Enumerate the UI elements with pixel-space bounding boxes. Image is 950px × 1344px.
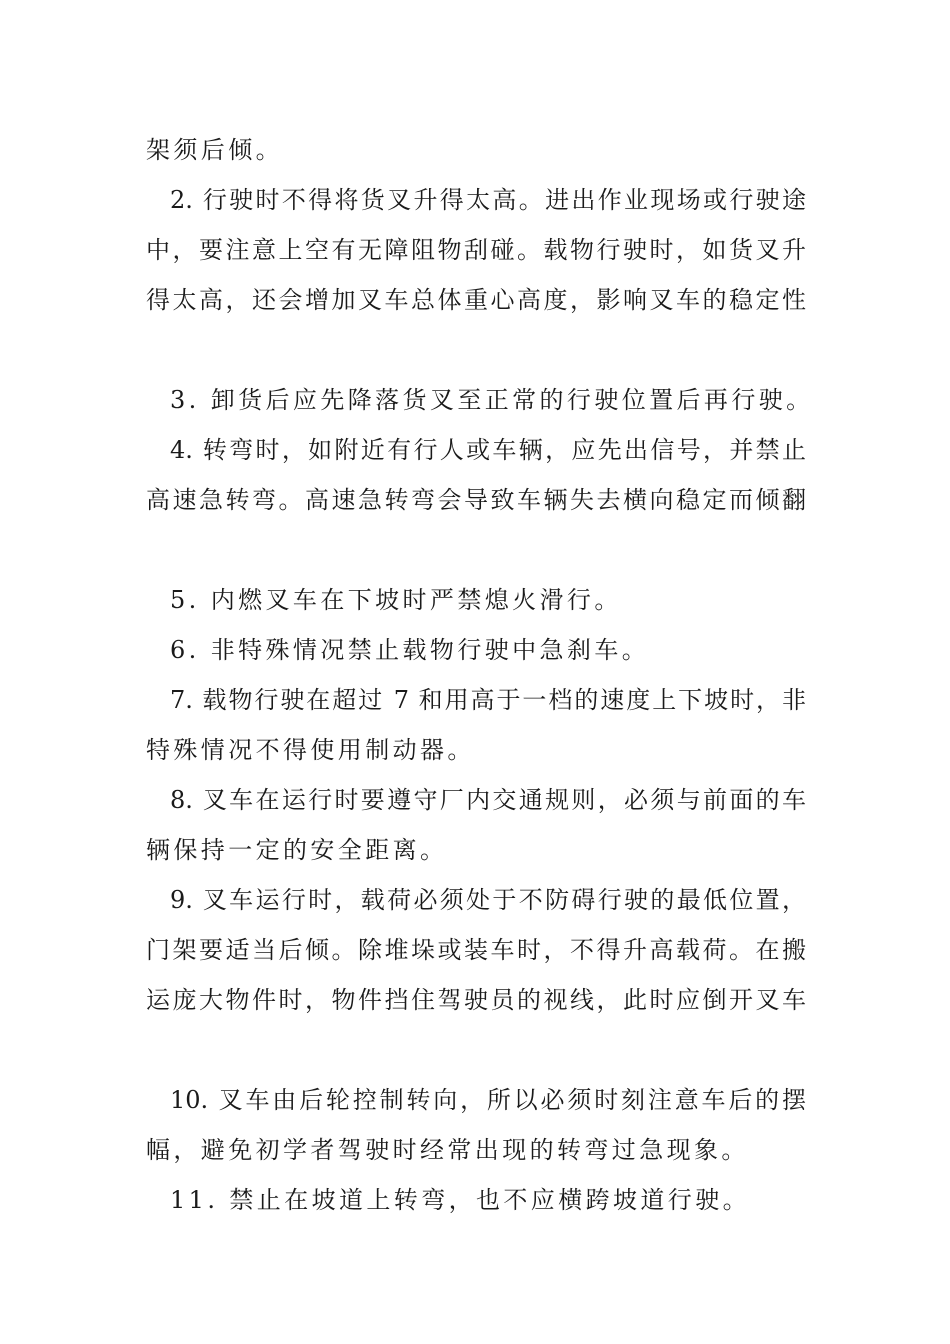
text-line: 2. 行驶时不得将货叉升得太高。进出作业现场或行驶途 (170, 186, 806, 214)
text-line: 3. 卸货后应先降落货叉至正常的行驶位置后再行驶。 (170, 386, 814, 414)
text-line: 6. 非特殊情况禁止载物行驶中急刹车。 (170, 636, 650, 664)
text-line: 7. 载物行驶在超过 7 和用高于一档的速度上下坡时，非 (170, 686, 806, 714)
text-line: 运庞大物件时，物件挡住驾驶员的视线，此时应倒开叉车 (146, 986, 806, 1014)
text-line: 5. 内燃叉车在下坡时严禁熄火滑行。 (170, 586, 622, 614)
text-line: 辆保持一定的安全距离。 (146, 836, 448, 864)
text-line: 得太高，还会增加叉车总体重心高度，影响叉车的稳定性 (146, 286, 806, 314)
text-line: 4. 转弯时，如附近有行人或车辆，应先出信号，并禁止 (170, 436, 806, 464)
text-line: 8. 叉车在运行时要遵守厂内交通规则，必须与前面的车 (170, 786, 806, 814)
text-line: 11. 禁止在坡道上转弯，也不应横跨坡道行驶。 (170, 1186, 750, 1214)
text-line: 特殊情况不得使用制动器。 (146, 736, 475, 764)
text-line: 10. 叉车由后轮控制转向，所以必须时刻注意车后的摆 (170, 1086, 806, 1114)
text-line: 架须后倾。 (146, 136, 283, 164)
text-line: 高速急转弯。高速急转弯会导致车辆失去横向稳定而倾翻 (146, 486, 806, 514)
text-line: 幅，避免初学者驾驶时经常出现的转弯过急现象。 (146, 1136, 749, 1164)
text-line: 9. 叉车运行时，载荷必须处于不防碍行驶的最低位置， (170, 886, 806, 914)
text-line: 中，要注意上空有无障阻物刮碰。载物行驶时，如货叉升 (146, 236, 806, 264)
text-line: 门架要适当后倾。除堆垛或装车时，不得升高载荷。在搬 (146, 936, 806, 964)
